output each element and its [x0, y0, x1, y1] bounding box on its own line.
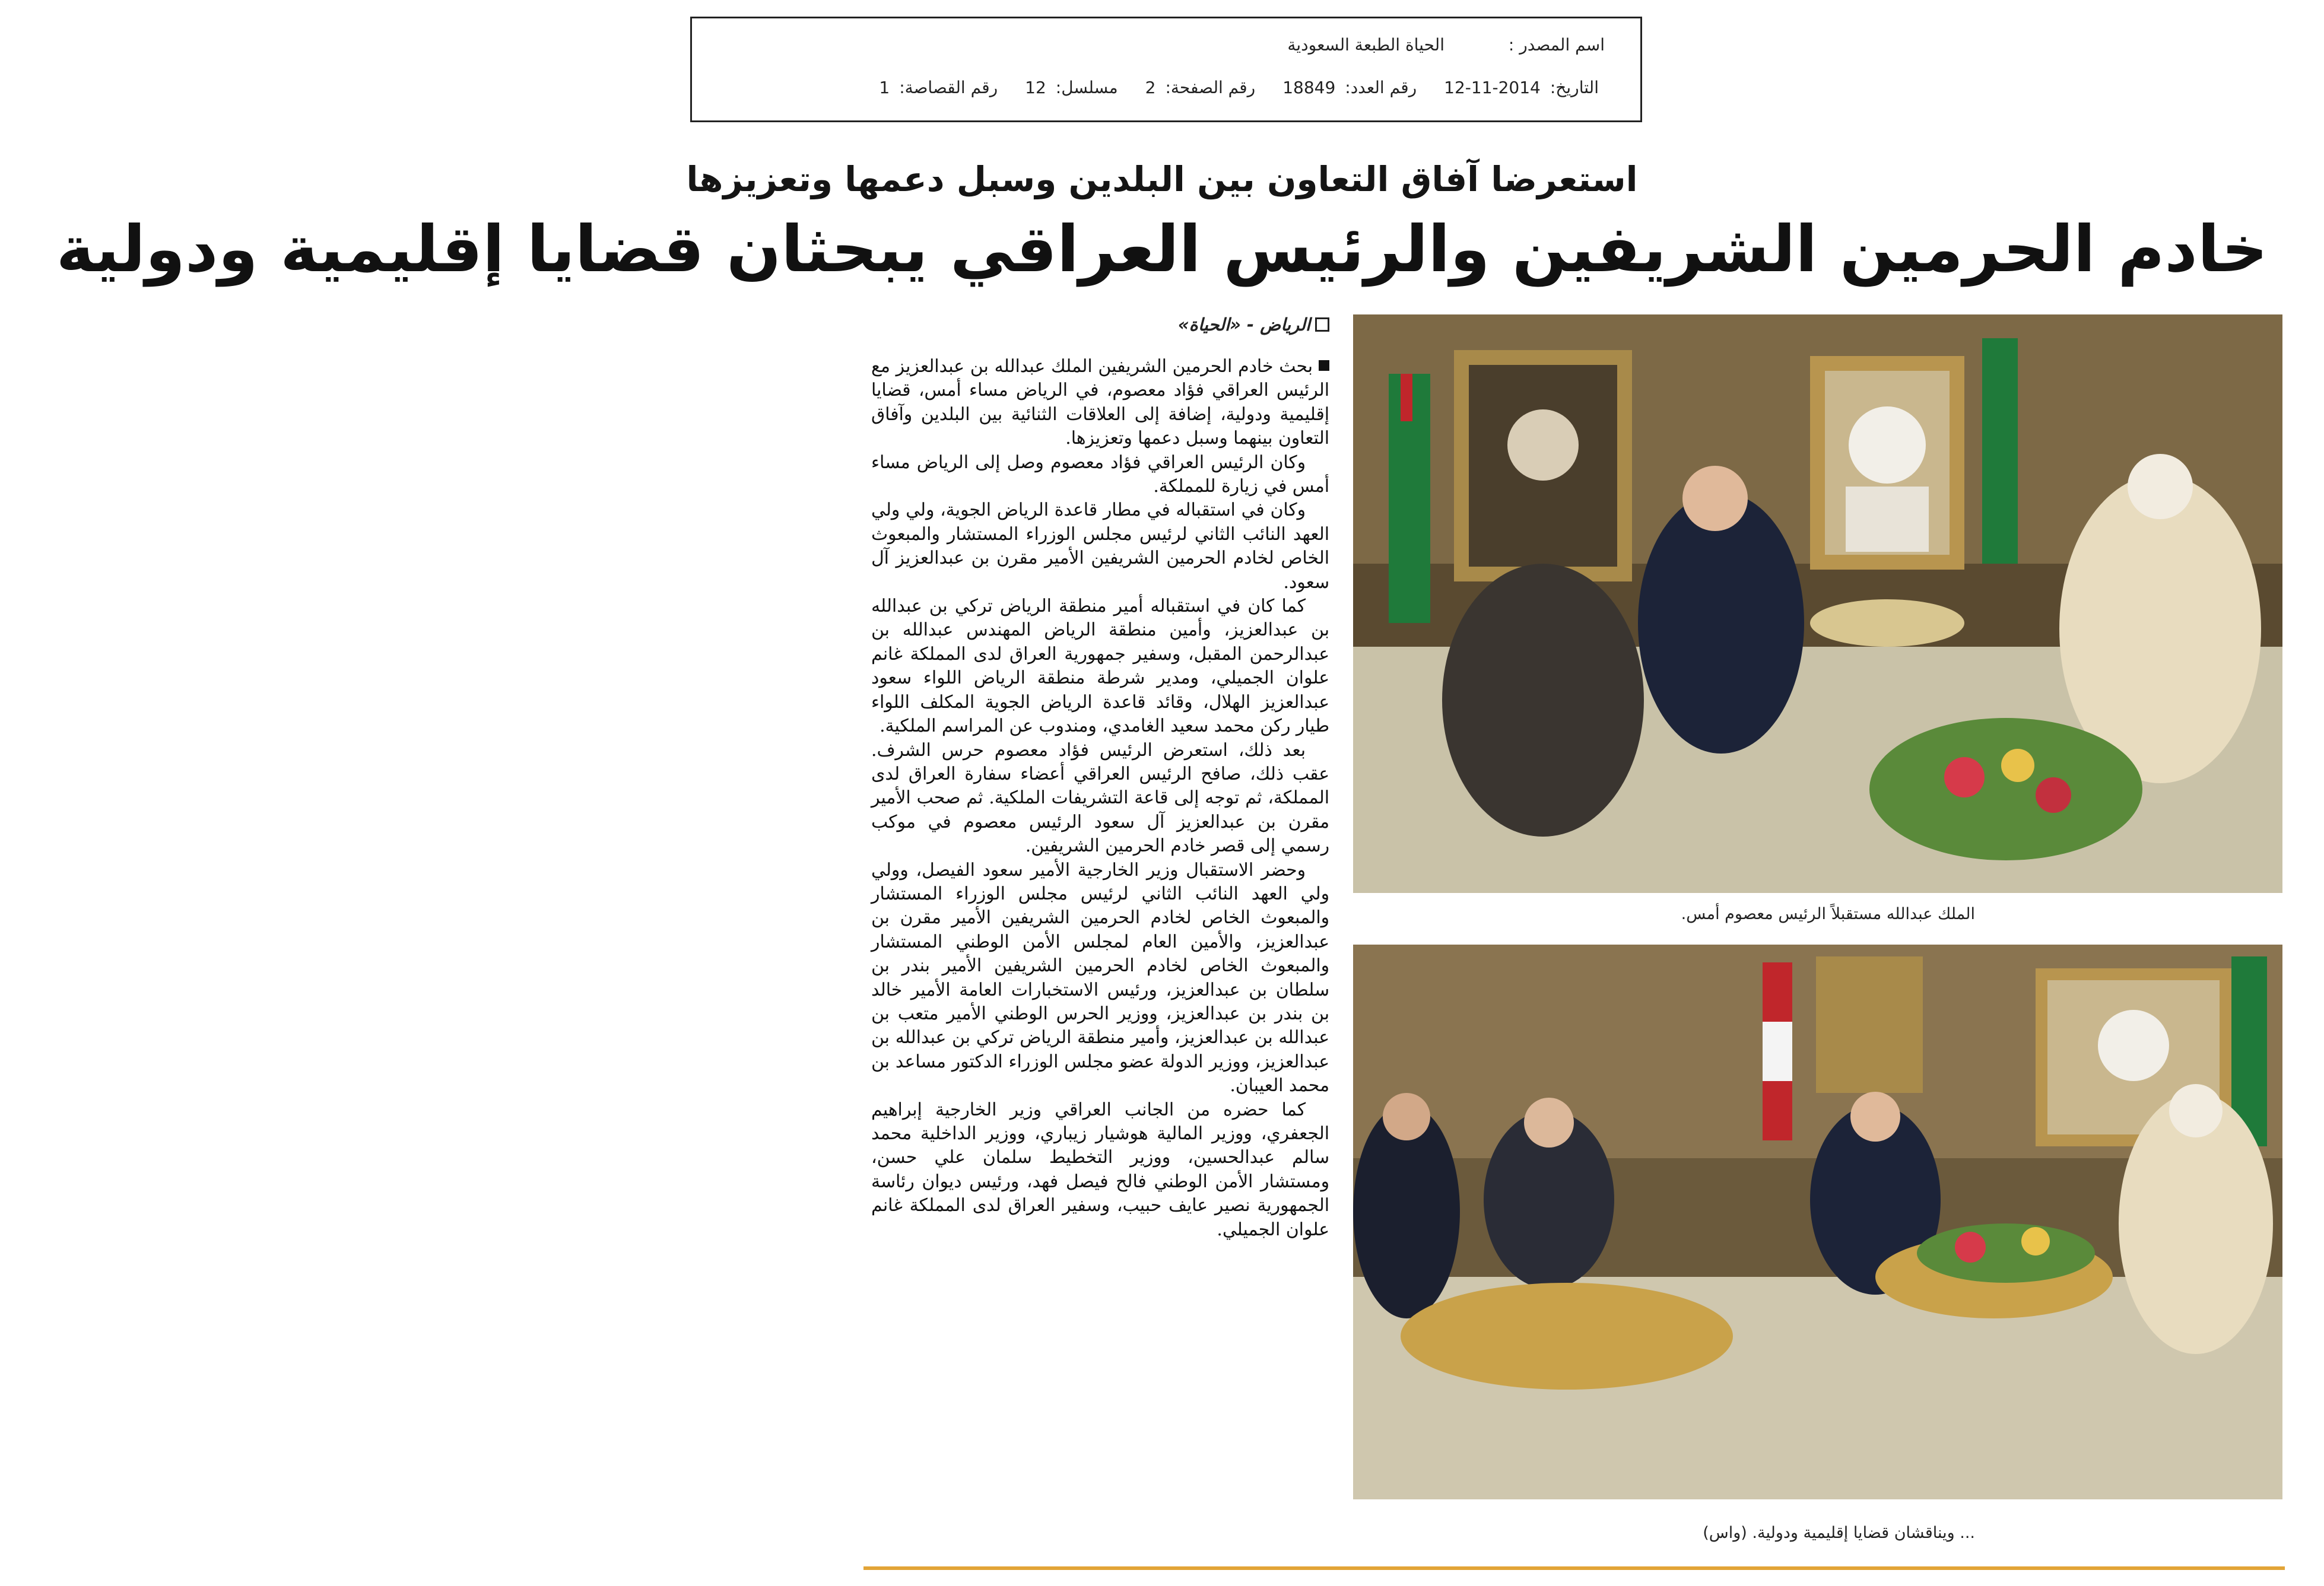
- paragraph-text: بحث خادم الحرمين الشريفين الملك عبدالله بن عبدالعزيز مع الرئيس العراقي فؤاد معصوم، في الرياض مساء أمس، قضايا إقليمية ودولية، إضافة إلى العلاقات الثنائية بين البلدين وآفاق التعاون بينهما وسبل دعمها وتعزيزها.: [871, 356, 1329, 449]
- article-paragraph: بعد ذلك، استعرض الرئيس فؤاد معصوم حرس الشرف. عقب ذلك، صافح الرئيس العراقي أعضاء سفارة العراق لدى المملكة، ثم توجه إلى قاعة التشريفات الملكية. ثم صحب الأمير مقرن بن عبدالعزيز آل سعود الرئيس معصوم في موكب رسمي إلى قصر خادم الحرمين الشريفين.: [871, 739, 1329, 857]
- date-label: التاريخ:: [1550, 78, 1599, 97]
- article-paragraph: وكان الرئيس العراقي فؤاد معصوم وصل إلى الرياض مساء أمس في زيارة للمملكة.: [871, 452, 1329, 497]
- serial-label: مسلسل:: [1055, 78, 1118, 97]
- article-body: [871, 314, 1329, 1549]
- photo-caption-1: الملك عبدالله مستقبلاً الرئيس معصوم أمس.: [1681, 905, 1975, 923]
- article-paragraph: وحضر الاستقبال وزير الخارجية الأمير سعود الفيصل، وولي ولي العهد النائب الثاني لرئيس مجلس الوزراء المستشار والمبعوث الخاص لخادم الحرمين الشريفين الأمير مقرن بن عبدالعزيز، والأمين العام لمجلس الأمن الوطني المستشار والمبعوث الخاص لخادم الحرمين الشريفين الأمير بندر بن سلطان بن عبدالعزيز، ورئيس الاستخبارات العامة الأمير خالد بن بندر بن عبدالعزيز، ووزير الحرس الوطني الأمير متعب بن عبدالله بن عبدالعزيز، وأمير منطقة الرياض تركي بن عبدالله بن عبدالعزيز، ووزير الدولة عضو مجلس الوزراء الدكتور مساعد بن محمد العيبان.: [871, 859, 1329, 1096]
- clip-value: 1: [879, 78, 890, 97]
- square-icon: [1315, 317, 1329, 332]
- article-paragraph: كما حضره من الجانب العراقي وزير الخارجية إبراهيم الجعفري، ووزير المالية هوشيار زيباري، ووزير الداخلية محمد سالم عبدالحسين، ووزير التخطيط سلمان علي حسن، ومستشار الأمن الوطني فالح فيصل فهد، ورئيس ديوان رئاسة الجمهورية نصير عايف حبيب، وسفير العراق لدى المملكة غانم علوان الجميلي.: [871, 1099, 1329, 1240]
- dateline-text: الرياض - «الحياة»: [1177, 314, 1310, 335]
- photo-caption-2: ... ويناقشان قضايا إقليمية ودولية. (واس): [1703, 1524, 1975, 1542]
- clip-label: رقم القصاصة:: [899, 78, 998, 97]
- article-headline: خادم الحرمين الشريفين والرئيس العراقي يبحثان قضايا إقليمية ودولية: [56, 212, 2268, 287]
- page-value: 2: [1145, 78, 1156, 97]
- bullet-icon: [1319, 360, 1329, 371]
- date-value: 12-11-2014: [1444, 78, 1541, 97]
- article-paragraph: [871, 355, 1329, 451]
- issue-value: 18849: [1282, 78, 1336, 97]
- photo-meeting-1: [1353, 314, 2282, 893]
- article-kicker: استعرضا آفاق التعاون بين البلدين وسبل دعمها وتعزيزها: [686, 159, 1638, 199]
- issue-label: رقم العدد:: [1345, 78, 1417, 97]
- source-value: الحياة الطبعة السعودية: [1287, 35, 1444, 55]
- source-label: اسم المصدر :: [1508, 35, 1605, 55]
- dateline: [871, 314, 1329, 335]
- page-label: رقم الصفحة:: [1165, 78, 1256, 97]
- serial-value: 12: [1025, 78, 1046, 97]
- article-paragraph: كما كان في استقباله أمير منطقة الرياض تركي بن عبدالله بن عبدالعزيز، وأمين منطقة الرياض المهندس عبدالله بن عبدالرحمن المقبل، وسفير جمهورية العراق لدى المملكة غانم علوان الجميلي، ومدير شرطة منطقة الرياض اللواء سعود عبدالعزيز الهلال، وقائد قاعدة الرياض الجوية المكلف اللواء طيار ركن محمد سعيد الغامدي، ومندوب عن المراسم الملكية.: [871, 596, 1329, 737]
- bottom-rule: [863, 1566, 2285, 1570]
- source-info-box: [690, 17, 1642, 122]
- photo-meeting-2: [1353, 945, 2282, 1499]
- article-paragraph: وكان في استقباله في مطار قاعدة الرياض الجوية، ولي ولي العهد النائب الثاني لرئيس مجلس الوزراء المستشار والمبعوث الخاص لخادم الحرمين الشريفين الأمير مقرن بن عبدالعزيز آل سعود.: [871, 500, 1329, 593]
